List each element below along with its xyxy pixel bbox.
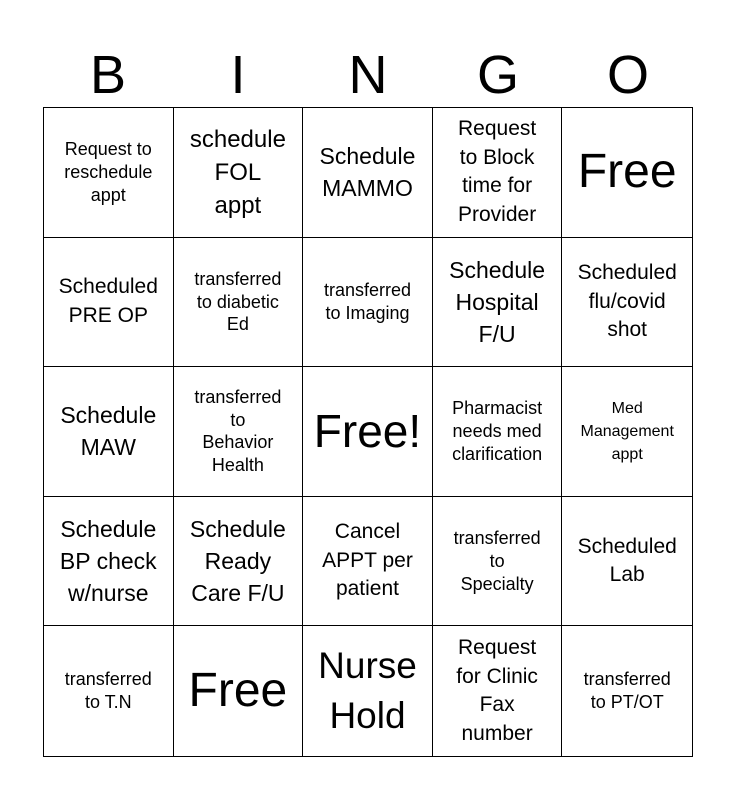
bingo-cell[interactable] [433, 497, 563, 627]
cell-text: Scheduled flu/covid shot [577, 261, 677, 342]
cell-text: Med Management appt [580, 399, 674, 464]
cell-text: Schedule MAW [60, 402, 157, 461]
bingo-cell[interactable] [433, 367, 563, 497]
bingo-cell[interactable] [44, 367, 174, 497]
bingo-cell[interactable] [433, 626, 563, 756]
bingo-cell[interactable] [562, 497, 692, 627]
cell-text: Schedule BP check w/nurse [59, 515, 157, 607]
bingo-cell[interactable] [303, 497, 433, 627]
header-letter-n: N [348, 45, 388, 105]
bingo-cell[interactable] [174, 497, 304, 627]
cell-text: transferred to diabetic Ed [194, 269, 282, 335]
bingo-cell[interactable] [303, 238, 433, 368]
bingo-cell[interactable] [174, 367, 304, 497]
bingo-cell[interactable] [44, 497, 174, 627]
cell-text: Free [577, 144, 677, 198]
bingo-cell[interactable] [303, 108, 433, 238]
header-letter-b: B [89, 45, 127, 105]
bingo-header [43, 40, 693, 110]
header-letter-i: I [230, 45, 246, 105]
bingo-cell[interactable] [433, 108, 563, 238]
cell-text: Scheduled PRE OP [58, 275, 158, 327]
bingo-cell[interactable] [303, 626, 433, 756]
bingo-cell-free[interactable] [174, 626, 304, 756]
bingo-cell[interactable] [562, 626, 692, 756]
cell-text: Scheduled Lab [577, 534, 677, 587]
cell-text: Free! [313, 405, 422, 458]
bingo-cell[interactable] [44, 108, 174, 238]
cell-text: transferred to PT/OT [583, 669, 671, 713]
bingo-cell[interactable] [562, 238, 692, 368]
cell-text: transferred to T.N [64, 669, 152, 713]
cell-text: transferred to Imaging [323, 279, 412, 323]
cell-text: Pharmacist needs med clarification [452, 397, 543, 464]
header-letter-g: G [476, 45, 519, 105]
cell-text: Schedule Ready Care F/U [189, 515, 286, 607]
cell-text: Request to Block time for Provider [457, 117, 537, 226]
cell-text: Schedule Hospital F/U [449, 256, 546, 347]
header-letter-o: O [606, 45, 649, 105]
bingo-board [43, 107, 693, 757]
bingo-cell-free[interactable] [303, 367, 433, 497]
cell-text: transferred to Specialty [453, 527, 541, 594]
bingo-cell[interactable] [433, 238, 563, 368]
bingo-cell[interactable] [44, 238, 174, 368]
cell-text: Request for Clinic Fax number [456, 636, 538, 745]
cell-text: Free [188, 663, 288, 717]
bingo-cell[interactable] [174, 108, 304, 238]
cell-text: Schedule MAMMO [319, 143, 416, 202]
bingo-cell-free[interactable] [562, 108, 692, 238]
cell-text: Cancel APPT per patient [322, 520, 413, 601]
bingo-cell[interactable] [44, 626, 174, 756]
cell-text: transferred to Behavior Health [194, 387, 282, 475]
cell-text: Request to reschedule appt [64, 138, 153, 205]
cell-text: schedule FOL appt [189, 125, 286, 219]
bingo-cell[interactable] [174, 238, 304, 368]
cell-text: Nurse Hold [318, 645, 417, 737]
bingo-cell[interactable] [562, 367, 692, 497]
